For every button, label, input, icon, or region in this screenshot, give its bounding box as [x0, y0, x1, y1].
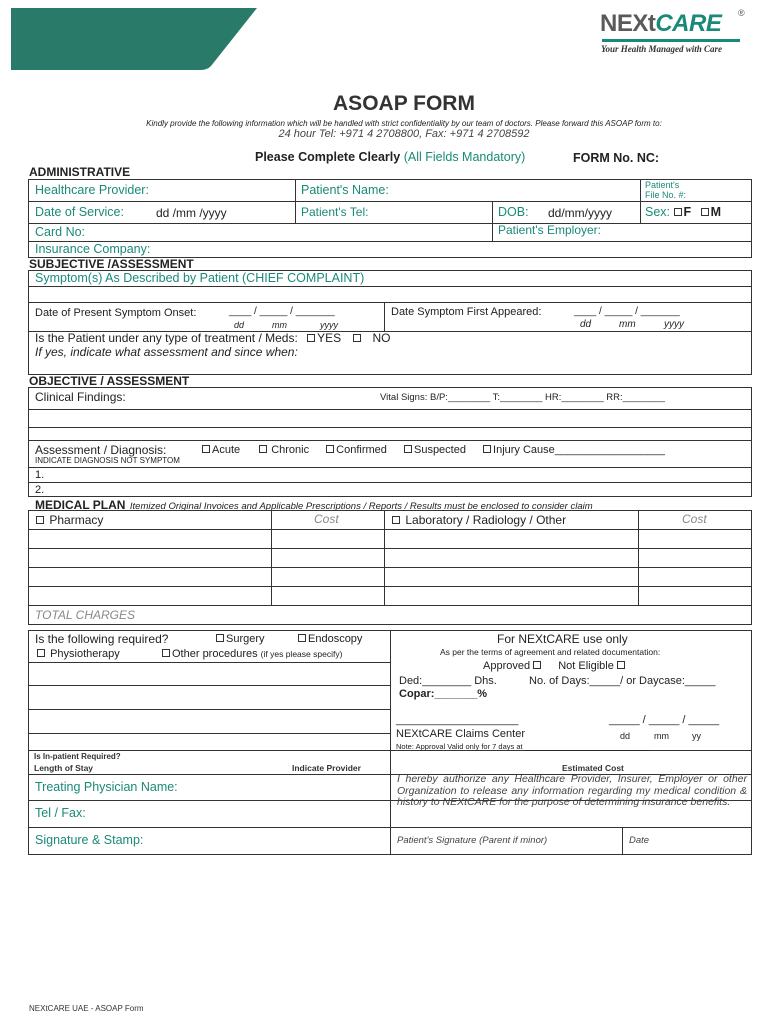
surgery-checkbox[interactable]: [216, 634, 224, 642]
indicate-provider-label: Indicate Provider: [292, 763, 361, 773]
insurance-company-field[interactable]: Insurance Company:: [35, 242, 151, 256]
tel-fax-field[interactable]: Tel / Fax:: [35, 806, 86, 820]
laboratory-header: Laboratory / Radiology / Other: [392, 513, 566, 527]
chronic-checkbox[interactable]: [259, 445, 267, 453]
physiotherapy-option: Physiotherapy: [37, 648, 120, 660]
treatment-question: Is the Patient under any type of treatment / Meds: YES NO: [35, 331, 391, 345]
patient-name-field[interactable]: Patient's Name:: [301, 183, 389, 197]
dob-field[interactable]: dd/mm/yyyy: [548, 206, 613, 220]
approval-validity-note: Note: Approval Valid only for 7 days at ______________________________: [396, 742, 650, 751]
section-medical-plan: MEDICAL PLAN Itemized Original Invoices and Applicable Prescriptions / Reports / Results must be enclosed to consider claim: [35, 498, 593, 512]
other-procedures-option: Other procedures (if yes please specify): [162, 648, 342, 660]
notice-text: Kindly provide the following information which will be handled with strict confidentiality by our team of doctors. Please forward this ASOAP form to:: [146, 119, 662, 128]
dob-label: DOB:: [498, 205, 529, 219]
approved-checkbox[interactable]: [533, 661, 541, 669]
patient-signature-field[interactable]: Patient's Signature (Parent if minor): [397, 835, 548, 846]
nextcare-use-title: For NEXtCARE use only: [497, 632, 628, 646]
treatment-yes-checkbox[interactable]: [307, 334, 315, 342]
estimated-cost-label: Estimated Cost: [562, 763, 624, 773]
other-procedures-checkbox[interactable]: [162, 649, 170, 657]
diagnosis-options: Acute Chronic Confirmed Suspected Injury Cause__________________: [202, 444, 665, 456]
claims-center-label: NEXtCARE Claims Center: [396, 728, 525, 740]
please-complete: Please Complete Clearly (All Fields Mandatory): [255, 150, 526, 164]
required-question: Is the following required?: [35, 632, 169, 646]
injury-cause-checkbox[interactable]: [483, 445, 491, 453]
nextcare-terms: As per the terms of agreement and related documentation:: [440, 647, 661, 657]
onset-label: Date of Present Symptom Onset:: [35, 307, 197, 319]
assessment-diagnosis-label: Assessment / Diagnosis:: [35, 443, 167, 457]
section-subjective: SUBJECTIVE /ASSESSMENT: [29, 257, 194, 271]
claims-signature-line[interactable]: ____________________: [396, 714, 519, 726]
footer-text: NEXtCARE UAE - ASOAP Form: [29, 1004, 144, 1013]
vital-signs-field[interactable]: Vital Signs: B/P:________ T:________ HR:________ RR:________: [380, 392, 665, 403]
not-eligible-checkbox[interactable]: [617, 661, 625, 669]
laboratory-checkbox[interactable]: [392, 516, 400, 524]
physiotherapy-checkbox[interactable]: [37, 649, 45, 657]
indicate-diagnosis-note: INDICATE DIAGNOSIS NOT SYMPTOM: [35, 456, 180, 465]
diagnosis-line-2[interactable]: 2.: [35, 484, 45, 496]
patient-tel-field[interactable]: Patient's Tel:: [301, 205, 369, 219]
patient-file-no-field[interactable]: Patient's File No. #:: [645, 180, 687, 200]
pharmacy-header: Pharmacy: [36, 513, 103, 527]
if-yes-note: If yes, indicate what assessment and since when:: [35, 345, 298, 359]
diagnosis-line-1[interactable]: 1.: [35, 469, 45, 481]
confirmed-checkbox[interactable]: [326, 445, 334, 453]
sex-field: Sex: F M: [645, 205, 722, 219]
section-administrative: ADMINISTRATIVE: [29, 165, 131, 179]
lab-cost-header: Cost: [682, 512, 707, 526]
pharmacy-checkbox[interactable]: [36, 516, 44, 524]
objective-box: [28, 387, 752, 497]
treating-physician-field[interactable]: Treating Physician Name:: [35, 780, 178, 794]
card-no-field[interactable]: Card No:: [35, 225, 86, 239]
pharmacy-cost-header: Cost: [314, 512, 339, 526]
clinical-findings-field[interactable]: Clinical Findings:: [35, 390, 126, 404]
contact-text: 24 hour Tel: +971 4 2708800, Fax: +971 4 2708592: [278, 128, 530, 140]
total-charges-field[interactable]: TOTAL CHARGES: [35, 608, 136, 622]
healthcare-provider-field[interactable]: Healthcare Provider:: [35, 183, 149, 197]
first-appeared-label: Date Symptom First Appeared:: [391, 306, 542, 318]
surgery-option: Surgery: [216, 633, 265, 645]
patient-employer-field[interactable]: Patient's Employer:: [498, 223, 602, 237]
copar-field[interactable]: Copar:_______%: [399, 688, 488, 700]
ded-field[interactable]: Ded:________ Dhs.: [399, 675, 497, 687]
treatment-no-checkbox[interactable]: [353, 334, 361, 342]
section-objective: OBJECTIVE / ASSESSMENT: [29, 374, 190, 388]
nextcare-logo: NEXtCARE ® Your Health Managed with Care: [600, 8, 745, 54]
length-of-stay-label: Length of Stay: [34, 763, 94, 773]
onset-date-field[interactable]: ____ / _____ / _______: [229, 306, 335, 317]
signature-date-field[interactable]: Date: [629, 835, 650, 846]
endoscopy-option: Endoscopy: [298, 633, 362, 645]
approval-options: Approved Not Eligible: [483, 660, 627, 672]
first-appeared-date-field[interactable]: ____ / _____ / _______: [574, 306, 680, 317]
form-number-field[interactable]: FORM No. NC:: [573, 151, 660, 165]
suspected-checkbox[interactable]: [404, 445, 412, 453]
header-band: [11, 8, 257, 70]
endoscopy-checkbox[interactable]: [298, 634, 306, 642]
page-title: ASOAP FORM: [333, 92, 475, 115]
chief-complaint-label: Symptom(s) As Described by Patient (CHIEF COMPLAINT): [35, 271, 365, 285]
acute-checkbox[interactable]: [202, 445, 210, 453]
authorization-statement: I hereby authorize any Healthcare Provider, Insurer, Employer or other Organization to release any information regarding my medical condition & history to NEXtCARE for the purpose of determining insurance benefits.: [397, 773, 747, 808]
tagline: Your Health Managed with Care: [601, 44, 723, 54]
inpatient-question: Is In-patient Required?: [34, 752, 121, 761]
days-field[interactable]: No. of Days:_____/ or Daycase:_____: [529, 675, 716, 687]
claims-date-field[interactable]: _____ / _____ / _____: [609, 714, 720, 726]
date-of-service-field[interactable]: dd /mm /yyyy: [156, 206, 227, 220]
date-of-service-label: Date of Service:: [35, 205, 124, 219]
sex-m-checkbox[interactable]: [701, 208, 709, 216]
signature-stamp-field[interactable]: Signature & Stamp:: [35, 833, 144, 847]
sex-f-checkbox[interactable]: [674, 208, 682, 216]
